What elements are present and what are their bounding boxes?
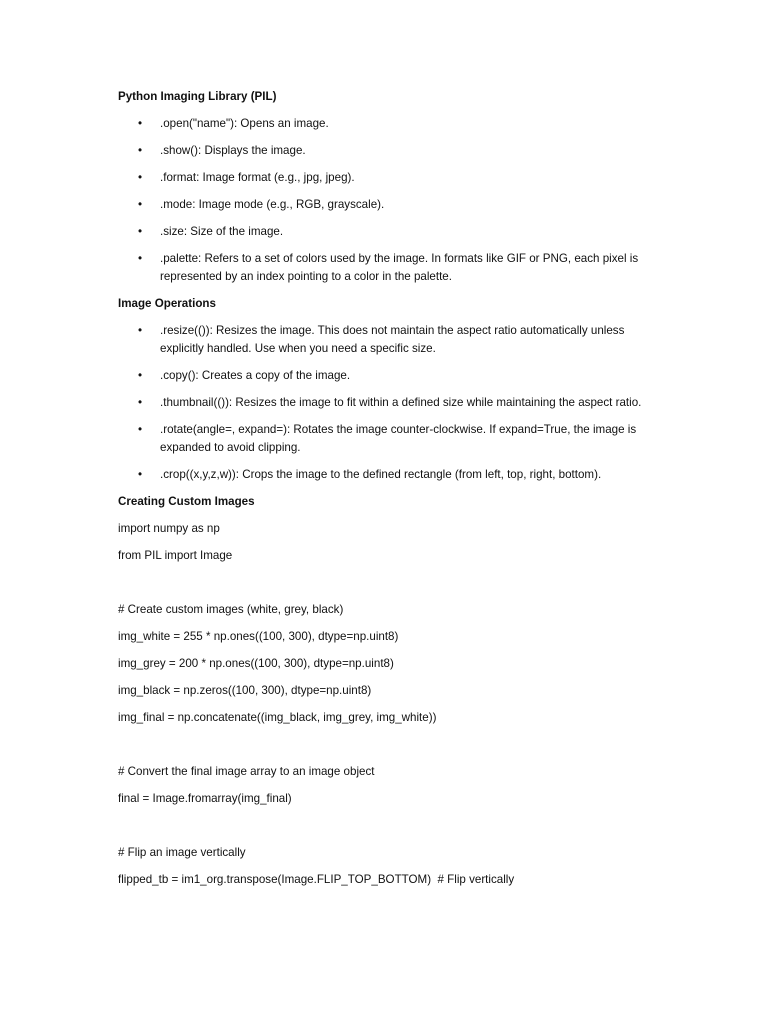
list-item <box>118 322 658 358</box>
bullet-icon: • <box>138 324 143 337</box>
blank-line <box>118 817 658 835</box>
bullet-icon: • <box>138 423 143 436</box>
list-item-text: .rotate(angle=, expand=): Rotates the image counter-clockwise. If expand=True, the image is expanded to avoid clipping. <box>160 423 637 454</box>
code-line-img-final: img_final = np.concatenate((img_black, img_grey, img_white)) <box>118 711 437 724</box>
list-item <box>118 250 658 286</box>
bullet-icon: • <box>138 198 143 211</box>
list-item-text: .resize(()): Resizes the image. This does not maintain the aspect ratio automatically unless explicitly handled. Use when you need a specific size. <box>160 324 625 355</box>
list-item-text: .size: Size of the image. <box>160 225 284 238</box>
code-line-import-numpy: import numpy as np <box>118 522 220 535</box>
blank-line <box>118 574 658 592</box>
document-content <box>118 88 658 898</box>
ops-list <box>118 322 658 484</box>
code-line-img-white: img_white = 255 * np.ones((100, 300), dtype=np.uint8) <box>118 630 399 643</box>
list-item-text: .copy(): Creates a copy of the image. <box>160 369 351 382</box>
heading-pil: Python Imaging Library (PIL) <box>118 90 277 103</box>
code-line-img-grey: img_grey = 200 * np.ones((100, 300), dtype=np.uint8) <box>118 657 394 670</box>
list-item <box>118 169 658 187</box>
bullet-icon: • <box>138 225 143 238</box>
blank-line <box>118 736 658 754</box>
bullet-icon: • <box>138 396 143 409</box>
list-item-text: .mode: Image mode (e.g., RGB, grayscale). <box>160 198 385 211</box>
list-item <box>118 466 658 484</box>
code-line-final: final = Image.fromarray(img_final) <box>118 792 292 805</box>
list-item-text: .format: Image format (e.g., jpg, jpeg). <box>160 171 355 184</box>
list-item <box>118 142 658 160</box>
list-item <box>118 196 658 214</box>
pil-list <box>118 115 658 286</box>
heading-image-operations: Image Operations <box>118 297 216 310</box>
code-line-import-pil: from PIL import Image <box>118 549 233 562</box>
code-comment-create: # Create custom images (white, grey, black) <box>118 603 344 616</box>
code-line-flipped: flipped_tb = im1_org.transpose(Image.FLIP_TOP_BOTTOM) # Flip vertically <box>118 873 515 886</box>
list-item-text: .open("name"): Opens an image. <box>160 117 329 130</box>
list-item <box>118 115 658 133</box>
list-item <box>118 421 658 457</box>
bullet-icon: • <box>138 252 143 265</box>
list-item <box>118 394 658 412</box>
code-line-img-black: img_black = np.zeros((100, 300), dtype=np.uint8) <box>118 684 372 697</box>
list-item-text: .thumbnail(()): Resizes the image to fit within a defined size while maintaining the aspect ratio. <box>160 396 642 409</box>
bullet-icon: • <box>138 144 143 157</box>
list-item-text: .show(): Displays the image. <box>160 144 306 157</box>
heading-custom-images: Creating Custom Images <box>118 495 255 508</box>
code-comment-flip: # Flip an image vertically <box>118 846 246 859</box>
bullet-icon: • <box>138 369 143 382</box>
list-item <box>118 223 658 241</box>
code-comment-convert: # Convert the final image array to an image object <box>118 765 375 778</box>
list-item-text: .palette: Refers to a set of colors used by the image. In formats like GIF or PNG, each pixel is represented by an index pointing to a color in the palette. <box>160 252 639 283</box>
bullet-icon: • <box>138 171 143 184</box>
list-item-text: .crop((x,y,z,w)): Crops the image to the defined rectangle (from left, top, right, bottom). <box>160 468 602 481</box>
list-item <box>118 367 658 385</box>
bullet-icon: • <box>138 468 143 481</box>
bullet-icon: • <box>138 117 143 130</box>
